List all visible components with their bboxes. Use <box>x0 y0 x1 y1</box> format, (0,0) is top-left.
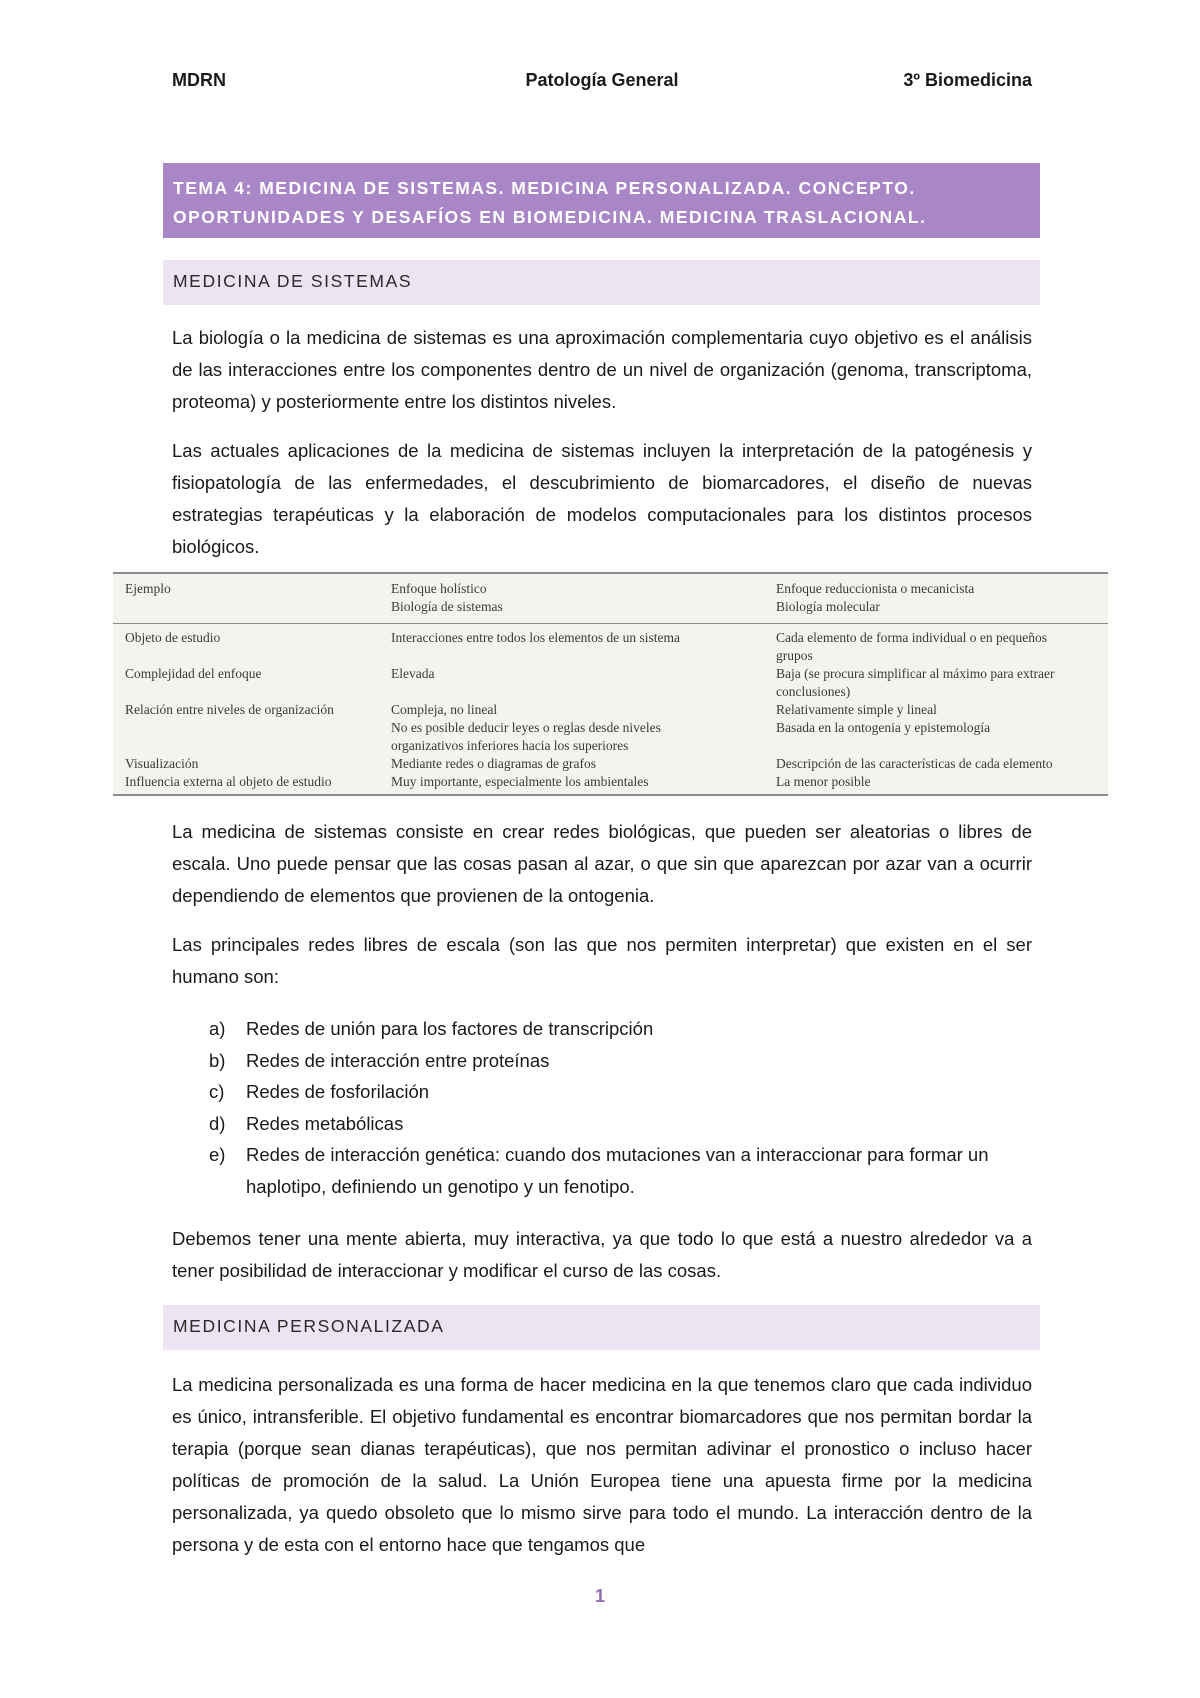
paragraph: La biología o la medicina de sistemas es una aproximación complementaria cuyo objetivo es el análisis de las interacciones entre los componentes dentro de un nivel de organización (genoma, transcriptoma, proteoma) y posteriormente entre los distintos niveles. <box>172 327 1032 412</box>
list-marker: d) <box>209 1112 226 1134</box>
table-cell: Muy importante, especialmente los ambientales <box>391 774 649 789</box>
table-cell: No es posible deducir leyes o reglas desde niveles <box>391 720 661 735</box>
table-cell: Objeto de estudio <box>125 630 221 645</box>
table-header-cell: Enfoque holístico <box>391 581 487 596</box>
table-header-cell: Ejemplo <box>125 581 171 596</box>
table-cell: grupos <box>776 648 813 663</box>
list-item <box>172 1076 1032 1108</box>
list-marker: e) <box>209 1144 226 1165</box>
table-header-cell: Enfoque reduccionista o mecanicista <box>776 581 975 596</box>
table-cell: Influencia externa al objeto de estudio <box>125 774 332 789</box>
section-heading-medicina-de-sistemas: MEDICINA DE SISTEMAS <box>163 260 1040 305</box>
table-header-cell: Biología de sistemas <box>391 599 503 614</box>
header-course: Patología General <box>525 70 679 90</box>
list-marker: c) <box>209 1081 225 1102</box>
comparison-table <box>113 572 1108 796</box>
table-cell: La menor posible <box>776 774 871 789</box>
paragraph: La medicina de sistemas consiste en crear redes biológicas, que pueden ser aleatorias o libres de escala. Uno puede pensar que las cosas pasan al azar, o que sin que aparezcan por azar van a ocurrir dependiendo de elementos que provienen de la ontogenia. <box>172 821 1032 906</box>
table-cell: Relación entre niveles de organización <box>125 702 334 717</box>
list-item <box>172 1013 1032 1045</box>
paragraph: Debemos tener una mente abierta, muy interactiva, ya que todo lo que está a nuestro alrededor va a tener posibilidad de interaccionar y modificar el curso de las cosas. <box>172 1228 1032 1281</box>
paragraph: Las principales redes libres de escala (son las que nos permiten interpretar) que existen en el ser humano son: <box>172 934 1032 987</box>
page-number: 1 <box>594 1586 605 1606</box>
table-cell: Baja (se procura simplificar al máximo para extraer <box>776 666 1055 681</box>
table-cell: Basada en la ontogenia y epistemología <box>776 720 991 735</box>
list-item <box>172 1108 1032 1140</box>
table-header-cell: Biología molecular <box>776 599 880 614</box>
list-marker: b) <box>209 1049 226 1071</box>
table-cell: Complejidad del enfoque <box>125 666 262 681</box>
list-item <box>172 1045 1032 1077</box>
paragraph: Las actuales aplicaciones de la medicina de sistemas incluyen la interpretación de la patogénesis y fisiopatología de las enfermedades, el descubrimiento de biomarcadores, el diseño de nuevas estrategias terapéuticas y la elaboración de modelos computacionales para los distintos procesos biológicos. <box>172 440 1032 557</box>
topic-title-line-2: OPORTUNIDADES Y DESAFÍOS EN BIOMEDICINA. MEDICINA TRASLACIONAL. <box>173 207 927 227</box>
table-cell: Descripción de las características de cada elemento <box>776 756 1053 771</box>
list-item-text: Redes de interacción genética: cuando dos mutaciones van a interaccionar para formar un haplotipo, definiendo un genotipo y un fenotipo. <box>246 1144 989 1197</box>
header-author: MDRN <box>172 70 226 90</box>
table-cell: Elevada <box>391 666 435 681</box>
list-marker: a) <box>209 1018 226 1039</box>
list-item-text: Redes de unión para los factores de transcripción <box>246 1018 654 1039</box>
table-cell: conclusiones) <box>776 684 851 699</box>
section-heading-medicina-personalizada: MEDICINA PERSONALIZADA <box>163 1305 1040 1350</box>
table-cell: Mediante redes o diagramas de grafos <box>391 756 597 771</box>
network-list <box>172 1013 1032 1202</box>
paragraph: La medicina personalizada es una forma de hacer medicina en la que tenemos claro que cada individuo es único, intransferible. El objetivo fundamental es encontrar biomarcadores que nos permitan bordar la terapia (porque sean dianas terapéuticas), que nos permitan adivinar el pronostico o incluso hacer políticas de promoción de la salud. La Unión Europea tiene una apuesta firme por la medicina personalizada, ya quedo obsoleto que lo mismo sirve para todo el mundo. La interacción dentro de la persona y de esta con el entorno hace que tengamos que <box>172 1374 1032 1555</box>
table-cell: Compleja, no lineal <box>391 702 498 717</box>
table-cell: Cada elemento de forma individual o en pequeños <box>776 630 1048 645</box>
page-header <box>172 70 1032 100</box>
table-cell: Interacciones entre todos los elementos de un sistema <box>391 630 681 645</box>
table-header <box>113 574 1108 624</box>
list-item-text: Redes de fosforilación <box>246 1081 430 1102</box>
topic-title-box <box>163 163 1040 238</box>
list-item-text: Redes metabólicas <box>246 1112 404 1134</box>
topic-title-line-1: TEMA 4: MEDICINA DE SISTEMAS. MEDICINA PERSONALIZADA. CONCEPTO. <box>173 178 916 198</box>
table-cell: Visualización <box>125 756 199 771</box>
table-cell: organizativos inferiores hacia los superiores <box>391 738 629 753</box>
list-item <box>172 1139 1032 1202</box>
list-item-text: Redes de interacción entre proteínas <box>246 1049 550 1071</box>
header-degree: 3º Biomedicina <box>903 70 1032 90</box>
table-cell: Relativamente simple y lineal <box>776 702 937 717</box>
